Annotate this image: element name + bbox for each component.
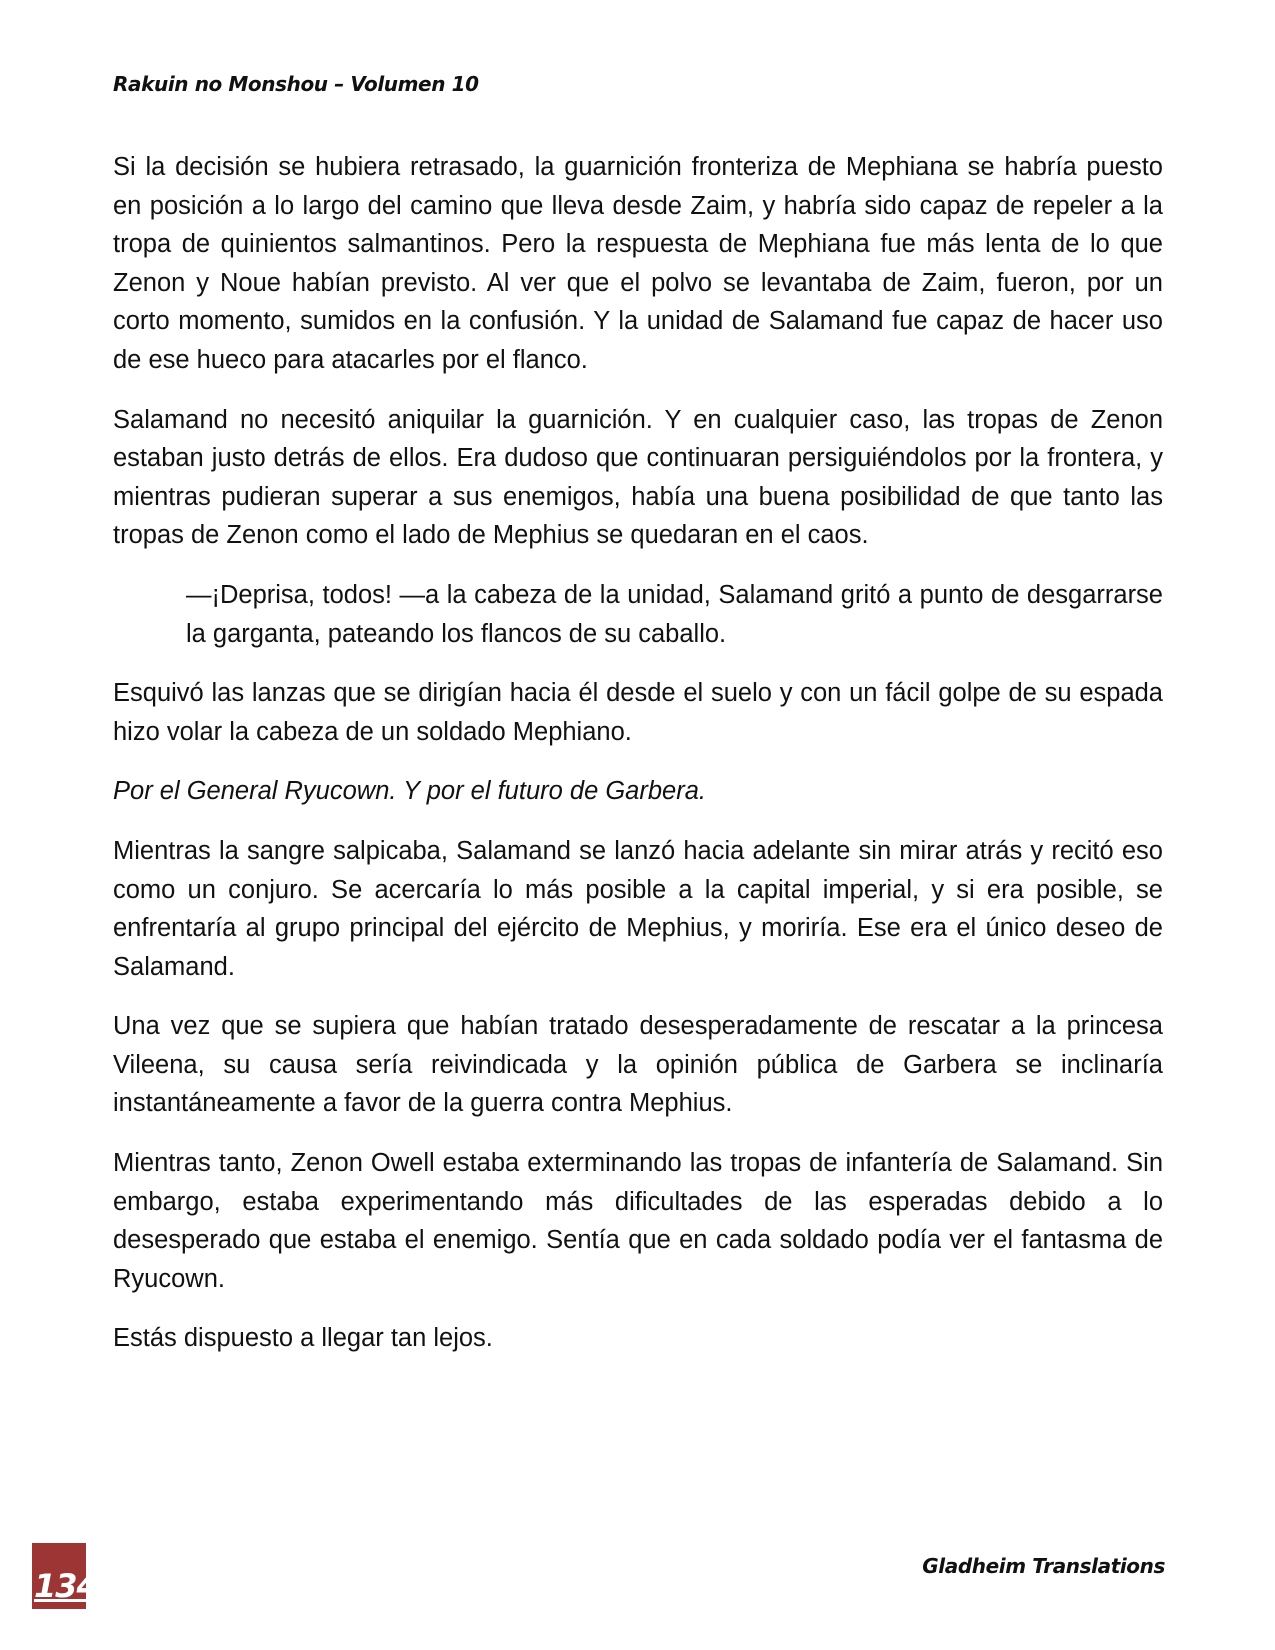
paragraph: Estás dispuesto a llegar tan lejos. — [113, 1324, 493, 1353]
paragraph: Mientras la sangre salpicaba, Salamand se lanzó hacia adelante sin mirar atrás y recitó eso como un conjuro. Se acercaría lo más posible a la capital imperial, y si era posible, se enfrentaría al grupo principal del ejército de Mephius, y moriría. Ese era el único deseo de Salamand. — [113, 836, 1163, 981]
paragraph: Si la decisión se hubiera retrasado, la guarnición fronteriza de Mephiana se habría puesto en posición a lo largo del camino que lleva desde Zaim, y habría sido capaz de repeler a la tropa de quinientos salmantinos. Pero la respuesta de Mephiana fue más lenta de lo que Zenon y Noue habían previsto. Al ver que el polvo se levantaba de Zaim, fueron, por un corto momento, sumidos en la confusión. Y la unidad de Salamand fue capaz de hacer uso de ese hueco para atacarles por el flanco. — [113, 153, 1163, 374]
paragraph: Salamand no necesitó aniquilar la guarnición. Y en cualquier caso, las tropas de Zenon estaban justo detrás de ellos. Era dudoso que continuaran persiguiéndolos por la frontera, y mientras pudieran superar a sus enemigos, había una buena posibilidad de que tanto las tropas de Zenon como el lado de Mephius se quedaran en el caos. — [113, 405, 1163, 550]
page-number: 134 — [34, 1567, 98, 1605]
chapter-body — [113, 148, 1163, 1379]
translator-credit: Gladheim Translations — [922, 1554, 1165, 1578]
paragraph: Mientras tanto, Zenon Owell estaba exterminando las tropas de infantería de Salamand. Sin embargo, estaba experimentando más dificultades de las esperadas debido a lo desesperado que estaba el enemigo. Sentía que en cada soldado podía ver el fantasma de Ryucown. — [113, 1149, 1163, 1293]
dialogue-paragraph: —¡Deprisa, todos! —a la cabeza de la unidad, Salamand gritó a punto de desgarrarse la garganta, pateando los flancos de su caballo. — [186, 580, 1163, 648]
paragraph: Una vez que se supiera que habían tratado desesperadamente de rescatar a la princesa Vileena, su causa sería reivindicada y la opinión pública de Garbera se inclinaría instantáneamente a favor de la guerra contra Mephius. — [113, 1012, 1163, 1118]
paragraph: Esquivó las lanzas que se dirigían hacia él desde el suelo y con un fácil golpe de su espada hizo volar la cabeza de un soldado Mephiano. — [113, 679, 1163, 746]
running-header: Rakuin no Monshou – Volumen 10 — [113, 72, 479, 96]
italic-thought: Por el General Ryucown. Y por el futuro de Garbera. — [113, 777, 706, 806]
